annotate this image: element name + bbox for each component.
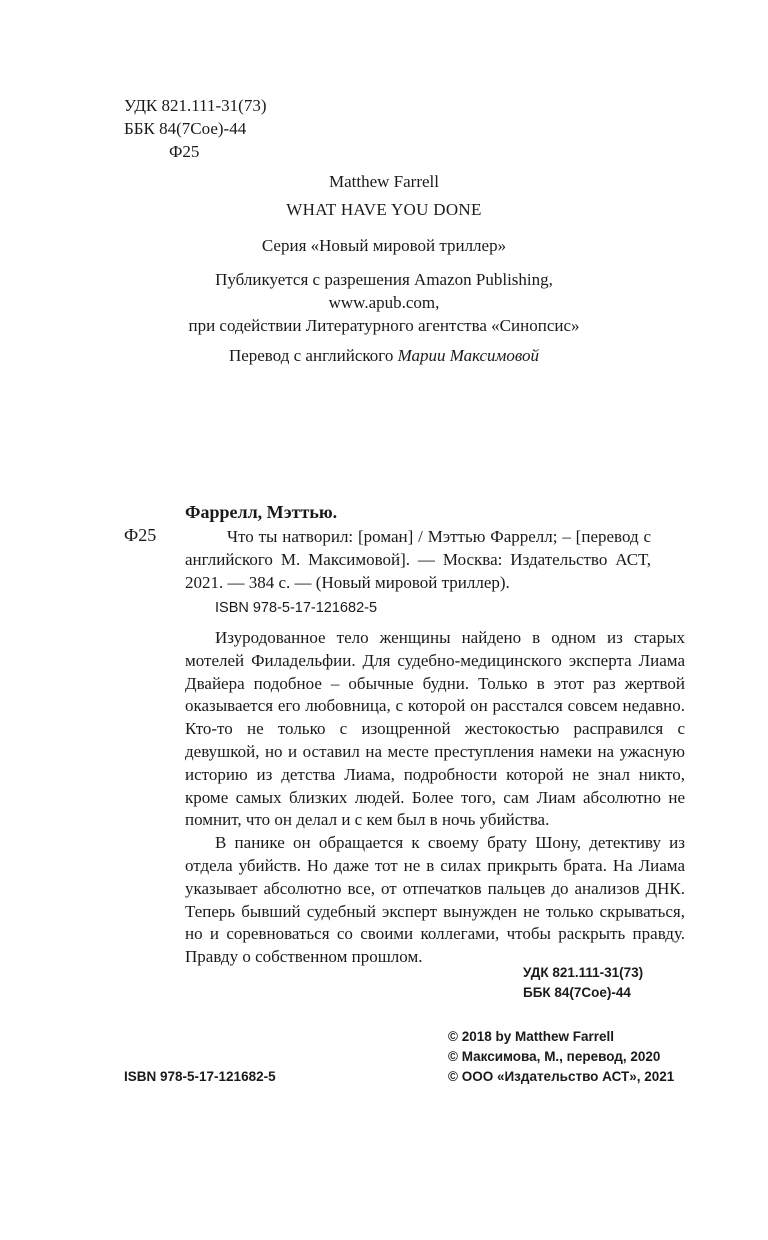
annotation-paragraph-1: Изуродованное тело женщины найдено в одном из старых мотелей Филадельфии. Для судебно-медицинского эксперта Лиама Двайера подобное – обычные будни. Только в этот раз жертвой оказывается его любовница, с которой он расстался совсем недавно. Кто-то не только с изощренной жестокостью расправился с девушкой, но и оставил на месте преступления намеки на ужасную историю из детства Лиама, подробности которой не знал никто, кроме самых близких людей. Более того, сам Лиам абсолютно не помнит, что он делал и с кем был в ночь убийства.	[185, 628, 685, 830]
translator-name: Марии Максимовой	[397, 346, 540, 365]
bottom-bbk: ББК 84(7Сое)-44	[523, 985, 631, 1000]
catalog-description	[185, 525, 651, 594]
series-name: Серия «Новый мировой триллер»	[261, 236, 507, 255]
copyright-line-2: © Максимова, М., перевод, 2020	[448, 1049, 661, 1064]
udk-code: УДК 821.111-31(73)	[124, 96, 267, 115]
bottom-classification	[523, 963, 643, 1003]
copyright-block	[448, 1027, 674, 1087]
publication-line-1: Публикуется с разрешения Amazon Publishing,	[215, 270, 553, 289]
publication-rights	[0, 268, 768, 337]
original-title: WHAT HAVE YOU DONE	[286, 200, 482, 219]
original-author: Matthew Farrell	[329, 172, 439, 191]
annotation	[185, 627, 685, 969]
bottom-udk: УДК 821.111-31(73)	[523, 965, 644, 980]
catalog-code: Ф25	[124, 525, 157, 545]
copyright-line-3: © ООО «Издательство АСТ», 2021	[448, 1069, 675, 1084]
classification-block	[124, 94, 266, 163]
catalog-author: Фаррелл, Мэттью.	[185, 502, 338, 522]
publication-line-3: при содействии Литературного агентства «Синопсис»	[188, 316, 580, 335]
catalog-description-text: Что ты натворил: [роман] / Мэттью Фаррелл; – [перевод с английского М. Максимовой]. — Москва: Издательство АСТ, 2021. — 384 с. — (Новый мировой триллер).	[185, 527, 651, 592]
bbk-code: ББК 84(7Сое)-44	[124, 119, 247, 138]
isbn-bottom: ISBN 978-5-17-121682-5	[124, 1069, 276, 1084]
publication-line-2: www.apub.com,	[328, 293, 440, 312]
translation-prefix: Перевод с английского	[228, 346, 394, 365]
author-mark: Ф25	[169, 142, 200, 161]
translation-credit	[0, 344, 768, 367]
annotation-paragraph-2: В панике он обращается к своему брату Шону, детективу из отдела убийств. Но даже тот не в силах прикрыть брата. На Лиама указывает абсолютно все, от отпечатков пальцев до анализов ДНК. Теперь бывший судебный эксперт вынужден не только скрываться, но и соревноваться со своими коллегами, чтобы раскрыть правду. Правду о собственном прошлом.	[185, 833, 685, 967]
copyright-line-1: © 2018 by Matthew Farrell	[448, 1029, 615, 1044]
catalog-isbn: ISBN 978-5-17-121682-5	[215, 600, 378, 616]
